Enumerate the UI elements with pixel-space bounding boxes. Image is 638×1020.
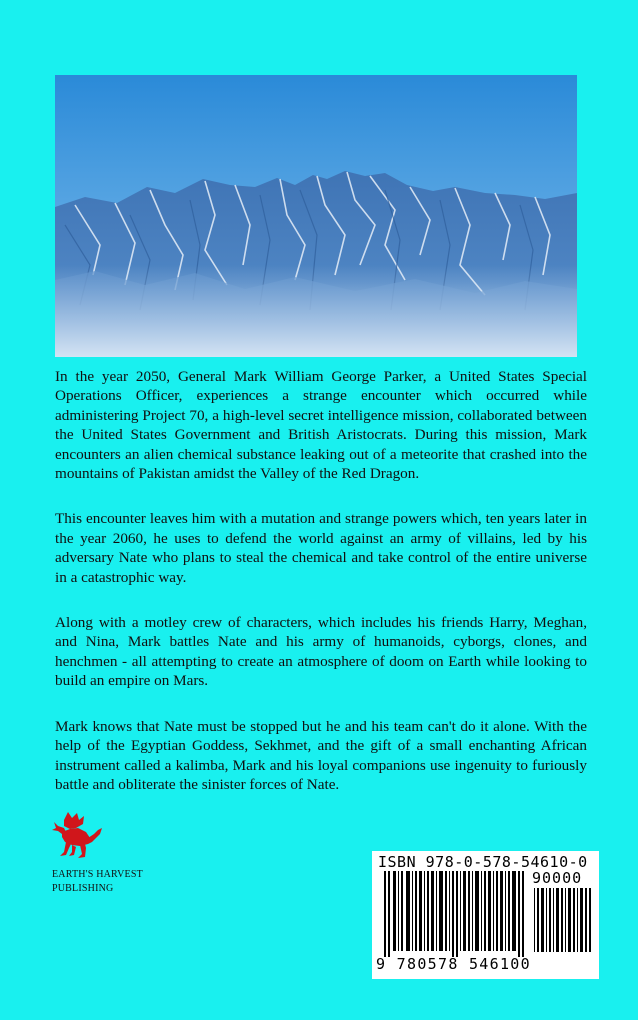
mountain-illustration [55, 75, 577, 357]
publisher-name [52, 868, 160, 896]
cover-photo-mountains [55, 75, 577, 357]
back-cover-blurb [55, 367, 587, 820]
blurb-paragraph-1: In the year 2050, General Mark William George Parker, a United States Special Operations Officer, experiences a strange encounter which occurred while administering Project 70, a high-level secret intelligence mission, collaborated between the United States Government and British Aristocrats. During this mission, Mark encounters an alien chemical substance leaking out of a meteorite that crashed into the mountains of Pakistan amidst the Valley of the Red Dragon. [55, 368, 587, 483]
blurb-paragraph-2: This encounter leaves him with a mutation and strange powers which, ten years later in the year 2060, he uses to defend the world against an army of villains, led by his adversary Nate who plans to steal the chemical and take control of the entire universe in a catastrophic way. [55, 510, 587, 586]
red-dragon-icon [50, 812, 104, 864]
ean-digits: 9 780578 546100 [376, 955, 531, 973]
blurb-paragraph-4: Mark knows that Nate must be stopped but he and his team can't do it alone. With the help of the Egyptian Goddess, Sekhmet, and the gift of a small enchanting African instrument called a kalimba, Mark and his loyal companions use ingenuity to furiously battle and obliterate the sinister forces of Nate. [55, 717, 587, 793]
blurb-paragraph-3: Along with a motley crew of characters, which includes his friends Harry, Meghan, and Nina, Mark battles Nate and his army of humanoids, cyborgs, clones, and henchmen - all attempting to create an atmosphere of doom on Earth while looking to build an empire on Mars. [55, 614, 587, 690]
publisher-name-line-2: PUBLISHING [52, 883, 114, 894]
ean-barcode-bars [384, 871, 526, 957]
publisher-name-line-1: EARTH'S HARVEST [52, 869, 143, 880]
isbn-barcode [372, 851, 599, 979]
isbn-number: ISBN 978-0-578-54610-0 [378, 853, 588, 871]
price-addon-bars [534, 888, 592, 952]
publisher-logo [50, 812, 160, 896]
price-code: 90000 [532, 869, 583, 887]
